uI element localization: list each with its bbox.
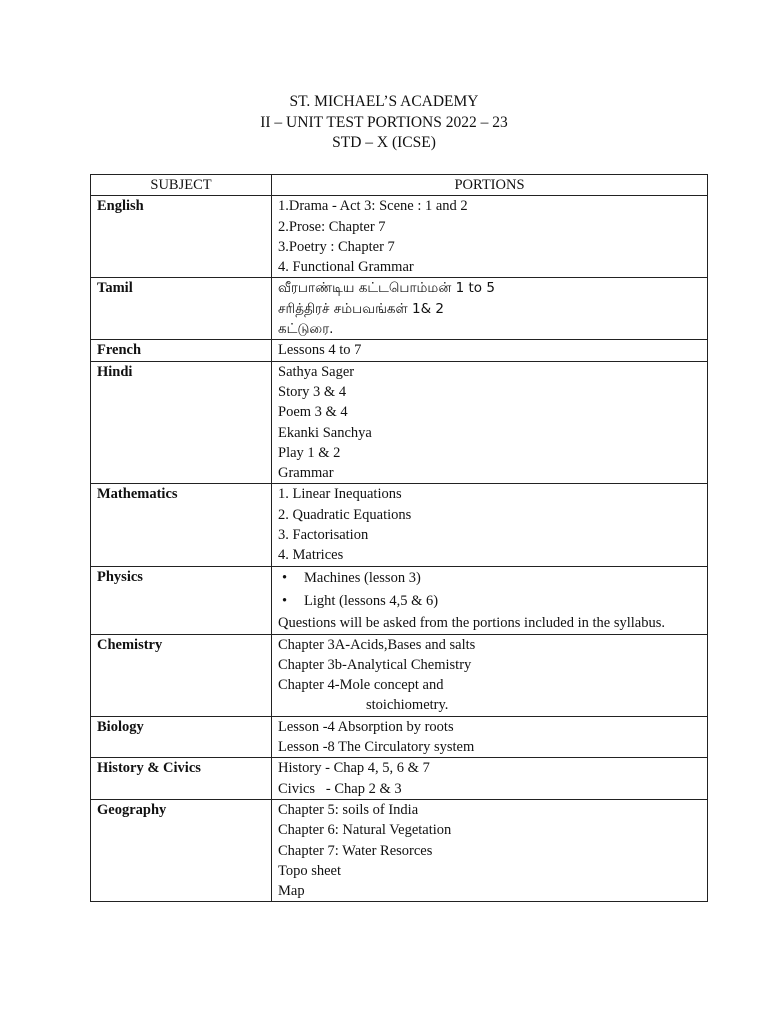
portion-line: சரித்திரச் சம்பவங்கள் 1& 2 — [278, 300, 445, 317]
document-header — [0, 92, 768, 154]
portions-cell — [272, 484, 708, 566]
table-row — [91, 716, 708, 758]
portion-line: 3. Factorisation — [278, 527, 369, 544]
portion-line: கட்டுரை. — [278, 321, 334, 338]
portion-line: 1.Drama - Act 3: Scene : 1 and 2 — [278, 198, 468, 215]
portion-line: 2.Prose: Chapter 7 — [278, 218, 386, 235]
portion-line: Grammar — [278, 465, 334, 482]
portion-line: Chapter 5: soils of India — [278, 801, 419, 818]
portion-line: stoichiometry. — [366, 697, 449, 714]
table-header-row — [91, 175, 708, 196]
portion-line: Ekanki Sanchya — [278, 424, 372, 441]
subject-cell: French — [91, 340, 272, 361]
table-row — [91, 361, 708, 484]
table-row — [91, 634, 708, 716]
portion-line: Lessons 4 to 7 — [278, 342, 362, 359]
portions-cell — [272, 566, 708, 634]
school-name: ST. MICHAEL’S ACADEMY — [289, 93, 479, 110]
portion-line: Story 3 & 4 — [278, 383, 347, 400]
standard-label: STD – X (ICSE) — [332, 134, 436, 151]
portion-line: History - Chap 4, 5, 6 & 7 — [278, 760, 430, 777]
portion-line: Civics - Chap 2 & 3 — [278, 780, 402, 797]
portion-line: Poem 3 & 4 — [278, 404, 348, 421]
portion-line: Chapter 7: Water Resorces — [278, 842, 433, 859]
portions-cell — [272, 340, 708, 361]
portion-bullet-item: • Light (lessons 4,5 & 6) — [278, 590, 707, 613]
subject-cell: Hindi — [91, 361, 272, 484]
portion-bullet-item: • Machines (lesson 3) — [278, 567, 707, 590]
portion-line: 4. Functional Grammar — [278, 259, 414, 276]
portions-column-header: PORTIONS — [272, 175, 708, 196]
table-row — [91, 566, 708, 634]
subject-cell: Physics — [91, 566, 272, 634]
portion-line: Lesson -4 Absorption by roots — [278, 718, 454, 735]
portion-line: Chapter 6: Natural Vegetation — [278, 822, 452, 839]
portion-line: Play 1 & 2 — [278, 444, 341, 461]
subject-cell: Chemistry — [91, 634, 272, 716]
portions-cell — [272, 716, 708, 758]
portion-note: Questions will be asked from the portions included in the syllabus. — [278, 615, 666, 632]
table-row — [91, 484, 708, 566]
table-row — [91, 340, 708, 361]
portion-line: வீரபாண்டிய கட்டபொம்மன் 1 to 5 — [278, 280, 495, 297]
subject-cell: Mathematics — [91, 484, 272, 566]
exam-title: II – UNIT TEST PORTIONS 2022 – 23 — [260, 113, 508, 131]
portion-line: 2. Quadratic Equations — [278, 506, 412, 523]
subject-column-header: SUBJECT — [91, 175, 272, 196]
portions-cell — [272, 278, 708, 340]
portion-line: Lesson -8 The Circulatory system — [278, 739, 475, 756]
subject-cell: English — [91, 196, 272, 278]
portion-line: Map — [278, 883, 305, 900]
table-row — [91, 196, 708, 278]
portions-cell — [272, 196, 708, 278]
portion-line: 3.Poetry : Chapter 7 — [278, 238, 395, 255]
portion-line: 1. Linear Inequations — [278, 486, 402, 503]
portions-table — [90, 174, 708, 902]
table-row — [91, 758, 708, 800]
subject-cell: Biology — [91, 716, 272, 758]
subject-cell: History & Civics — [91, 758, 272, 800]
portions-cell — [272, 361, 708, 484]
portions-cell — [272, 799, 708, 901]
portion-line: 4. Matrices — [278, 547, 344, 564]
portion-line: Topo sheet — [278, 862, 342, 879]
subject-cell: Tamil — [91, 278, 272, 340]
table-row — [91, 278, 708, 340]
subject-cell: Geography — [91, 799, 272, 901]
portion-line: Chapter 3A-Acids,Bases and salts — [278, 636, 476, 653]
portions-cell — [272, 634, 708, 716]
table-row — [91, 799, 708, 901]
portion-line: Sathya Sager — [278, 363, 355, 380]
portions-cell — [272, 758, 708, 800]
portion-line: Chapter 4-Mole concept and — [278, 677, 444, 694]
portion-line: Chapter 3b-Analytical Chemistry — [278, 656, 472, 673]
